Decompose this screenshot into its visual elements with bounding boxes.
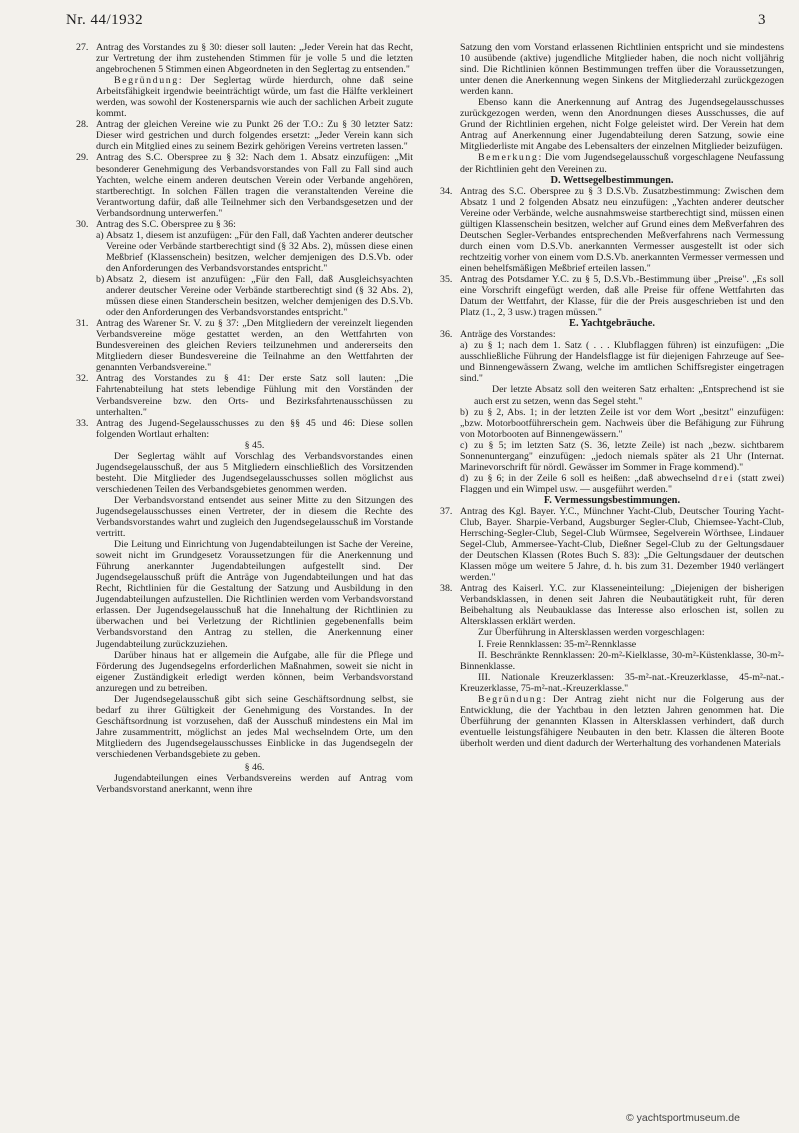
sub-label: d) (460, 472, 469, 484)
item-30a (76, 230, 413, 274)
item-number: 32. (76, 373, 89, 385)
section-45-para-1: Der Seglertag wählt auf Vorschlag des Verbandsvorstandes einen Jugendsegelausschuß, der aus 5 Mitgliedern einschließlich des Vorsitzenden besteht. Die Mitglieder des Jugendsegelausschusses sollen möglichst aus verschiedenen Teilen des Verbandsgebietes genommen werden. (96, 450, 413, 495)
item-number: 29. (76, 152, 89, 164)
item-number: 27. (76, 42, 89, 53)
sub-label: c) (460, 439, 468, 451)
section-46-para-1: Jugendabteilungen eines Verbandsvereins werden auf Antrag vom Verbandsvorstand anerkannt, wenn ihre (96, 773, 413, 796)
section-46-title: § 46. (244, 762, 265, 774)
item-28 (76, 119, 413, 152)
right-column (440, 42, 784, 749)
item-36d (440, 473, 784, 495)
section-46-para-3: Ebenso kann die Anerkennung auf Antrag des Jugendsegelausschusses zurückgezogen werden, wenn den Anordnungen dieses Ausschusses, die auf Grund der Richtlinien ergehen, nicht Folge geleistet wird. Der Verein hat dem Antrag auf Anerkennung einer Jugendabteilung deren Satzung, sowie eine Mitgliederliste mit Angabe des Lebensalters der einzelnen Mitglieder beizufügen. (460, 97, 784, 153)
remark-text: : Die vom Jugendsegelausschuß vorgeschlagene Neufassung der Richtlinien geht den Vereinen zu. (460, 152, 784, 175)
issue-number: Nr. 44/1932 (66, 12, 144, 28)
item-34 (440, 186, 784, 274)
item-text: Antrag des S.C. Oberspree zu § 32: Nach dem 1. Absatz einzufügen: „Mit besonderer Genehmigung des Verbandsvorstandes von Fall zu Fall sind auch Yachten, welche einem anderen deutschen Verein oder Verbande angehören, startberechtigt. In solchen Fällen tragen die veranstaltenden Vereine die Verantwortung dafür, daß alle Teilnehmer sich den Verbandsgesetzen und der Verbandsordnung unterwerfen." (96, 152, 413, 219)
remark (440, 152, 784, 174)
reason-text: : Der Seglertag würde hierdurch, ohne daß seine Arbeitsfähigkeit irgendwie beeinträchtigt würde, um fast die Hälfte verkleinert werden, was sowohl der Kostenersparnis wie auch der sachlichen Arbeit zugute kommt. (96, 75, 413, 120)
sub-text: zu § 6; in der Zeile 6 soll es heißen: „daß abwechselnd (474, 472, 713, 484)
section-45-para-5: Der Jugendsegelausschuß gibt sich seine Geschäftsordnung selbst, sie bedarf zu ihrer Gültigkeit der Genehmigung des Vorstandes. In der Geschäftsordnung ist vorzusehen, daß der Ausschuß mindestens ein Mal im Jahre zusammentritt, möglichst an jedes Mal wechselndem Orte, um den Mitgliedern des Jugendsegelausschusses Einblicke in das Jugendsegeln der verschiedenen Verbandsgebiete zu geben. (96, 693, 413, 760)
section-46-para-2: Satzung den vom Vorstand erlassenen Richtlinien entspricht und sie mindestens 10 ausübende (aktive) jugendliche Mitglieder haben, die noch nicht volljährig sind. Die Richtlinien können Bestimmungen treffen über die Voraussetzungen, unter denen die Anerkennung wegen Sinkens der Mitgliederzahl zurückgezogen werden kann. (460, 42, 784, 98)
sub-text: Absatz 2, diesem ist anzufügen: „Für den Fall, daß Ausgleichsyachten anderer deutscher Vereine oder Verbände startberechtigt sind (§ 32 Abs. 2), müssen diese einen Standerschein besitzen, welcher demjenigen des D.S.Vb. oder den Anforderungen des Verbandsvorstandes entspricht." (106, 273, 413, 319)
item-text: Antrag des Vorstandes zu § 30: dieser soll lauten: „Jeder Verein hat das Recht, zur Vertretung der ihm zustehenden Stimmen für je volle 5 und die letzten angebrochenen 5 Stimmen einen Abgeordneten in den Seglertag zu entsenden." (96, 42, 413, 76)
item-text: Anträge des Vorstandes: (460, 329, 556, 341)
item-36b (440, 407, 784, 440)
item-number: 35. (440, 273, 453, 285)
sub-block (460, 473, 784, 495)
item-text: Antrag des Warener Sr. V. zu § 37: „Den Mitgliedern der vereinzelt liegenden Verbandsvereine möge gestattet werden, an den Wettfahrten von Bundesvereinen des gleichen Reviers teilzunehmen und andererseits den Mitgliedern dieser Bundesvereine die Teilnahme an den Wettfahrten der genannten Verbandsvereine." (96, 318, 413, 374)
sub-text: Absatz 1, diesem ist anzufügen: „Für den Fall, daß Yachten anderer deutscher Vereine oder Verbände startberechtigt sind (§ 32 Abs. 2), müssen diese einen Meßbrief (Klassenschein) besitzen, welcher demjenigen des D.S.Vb. oder den Anforderungen des Verbandsvorstandes entspricht." (106, 229, 413, 274)
heading-yachtgebraeuche: E. Yachtgebräuche. (569, 318, 655, 330)
sub-block (460, 340, 784, 384)
item-38-class-2: II. Beschränkte Rennklassen: 20-m²-Kielklasse, 30-m²-Küstenklasse, 30-m²-Binnenklasse. (460, 649, 784, 672)
item-33 (76, 418, 413, 440)
item-number: 34. (440, 185, 453, 197)
item-32 (76, 373, 413, 417)
left-column (76, 42, 413, 795)
item-text: Antrag des Vorstandes zu § 41: Der erste Satz soll lauten: „Die Fahrtenabteilung hat stets lebendige Fühlung mit den Vorständen der Verbandsvereine bzw. den Orts- und Bezirksfahrtenausschüssen zu unterhalten." (96, 373, 413, 418)
sub-label: a) (96, 229, 104, 241)
reason-text: : Der Antrag zieht nicht nur die Folgerung aus der Entwicklung, die der Yachtbau in den letzten Jahren genommen hat. Die Überführung der genannten Klassen in Altersklassen verhindert, daß durch eventuelle leistungsfähigere Neubauten in den betr. Klassen die älteren Boote überholt werden und dient dadurch der Werterhaltung des vorhandenen Materials (460, 693, 784, 749)
item-number: 31. (76, 318, 89, 330)
item-number: 30. (76, 218, 89, 230)
sub-label: b) (460, 406, 469, 418)
item-35 (440, 274, 784, 318)
item-text: Antrag des Jugend-Segelausschusses zu den §§ 45 und 46: Diese sollen folgenden Wortlaut erhalten: (96, 417, 413, 440)
page-number: 3 (758, 12, 766, 28)
item-number: 37. (440, 505, 453, 517)
item-text: Antrag des S.C. Oberspree zu § 36: (96, 218, 236, 230)
sub-text: zu § 5; im letzten Satz (S. 36, letzte Zeile) ist nach „bezw. sichtbarem Sonnenuntergang" einzufügen: „jedoch niemals später als 21 Uhr (Internat. Marinevorschrift für nördl. Gewässer im Sommer in Frage kommend)." (460, 439, 784, 473)
item-36c (440, 440, 784, 473)
reason-label: Begründung (114, 75, 179, 87)
item-38-proposal: Zur Überführung in Altersklassen werden vorgeschlagen: (478, 627, 705, 639)
watermark: © yachtsportmuseum.de (626, 1112, 740, 1124)
item-text: Antrag des Kgl. Bayer. Y.C., Münchner Yacht-Club, Deutscher Touring Yacht-Club, Bayer. Sharpie-Verband, Augsburger Segler-Club, Chiemsee-Yacht-Club, Herrsching-Segler-Club, Segel-Club Würmsee, Segelverein Wörthsee, Lindauer Segel-Club, Ammersee-Yacht-Club, Dießner Segel-Club zu der Geltungsdauer der Deutschen Klassen (Rotes Buch S. 83): „Die Geltungsdauer der deutschen Klassen möge um weitere 5 Jahre, d. h. bis zum 31. Dezember 1940 verlängert werden." (460, 505, 784, 584)
item-30b (76, 274, 413, 318)
sub-block (460, 440, 784, 473)
item-38 (440, 583, 784, 627)
section-45-title: § 45. (244, 439, 265, 451)
item-31 (76, 318, 413, 373)
sub-text-spaced: drei (712, 472, 735, 484)
item-number: 38. (440, 583, 453, 595)
item-27 (76, 42, 413, 75)
item-38-class-1: I. Freie Rennklassen: 35-m²-Rennklasse (478, 638, 637, 650)
item-38-class-3: III. Nationale Kreuzerklassen: 35-m²-nat.-Kreuzerklasse, 45-m²-nat.-Kreuzerklasse, 75-m²-nat.-Kreuzerklasse." (460, 671, 784, 694)
sub-block (460, 407, 784, 440)
sub-text: (statt zwei) Flaggen und ein Wimpel usw. — ausgeführt werden." (460, 472, 784, 495)
item-37 (440, 506, 784, 583)
sub-label: b) (96, 273, 105, 285)
sub-text: zu § 1; nach dem 1. Satz ( . . . Klubflaggen führen) ist einzufügen: „Die ausschließliche Führung der Handelsflagge ist für diejenigen Fahrzeuge auf See- und Binnengewässern Zwang, welche im amtlichen Schiffsregister eingetragen sind." (460, 340, 784, 385)
item-text: Antrag der gleichen Vereine wie zu Punkt 26 der T.O.: Zu § 30 letzter Satz: Dieser wird gestrichen und durch folgendes ersetzt: „Jeder Verein kann sich durch ein Mitglied eines zu seinem Bezirk gehörigen Vereins vertreten lassen." (96, 119, 413, 153)
reason-27 (76, 75, 413, 119)
section-45-para-3: Die Leitung und Einrichtung von Jugendabteilungen ist Sache der Vereine, soweit nicht im Grundgesetz Voraussetzungen für die Anerkennung und Führung anerkannter Jugendabteilungen aufgestellt sind. Der Jugendsegelausschuß prüft die Anträge von Jugendabteilungen und hat das Recht, Richtlinien für die Gestaltung der Satzung und Ausbildung in den Jugendabteilungen aufzustellen. Die Richtlinien werden vom Verbandsvorstand erlassen. Der Jugendsegelausschuß hat die Innehaltung der Richtlinien zu überwachen und bei Verletzung der Richtlinien gegebenenfalls beim Verbandsvorstand den Antrag zu stellen, die Anerkennung einer Jugendabteilung zurückzuziehen. (96, 539, 413, 650)
item-29 (76, 152, 413, 218)
item-36a (440, 340, 784, 384)
reason-label: Begründung (478, 693, 543, 705)
section-45-para-4: Darüber hinaus hat er allgemein die Aufgabe, alle für die Pflege und Förderung des Jugendsegelns erforderlichen Maßnahmen, soweit sie nicht in eigener Zuständigkeit erledigt werden können, beim Verbandsvorstand anzuregen und zu betreiben. (96, 649, 413, 694)
item-text: Antrag des S.C. Oberspree zu § 3 D.S.Vb. Zusatzbestimmung: Zwischen dem Absatz 1 und 2 folgenden Absatz neu einzufügen: „Yachten anderer deutscher Vereine oder Verbände, welche ausnahmsweise startberechtigt sind, müssen einen gültigen Klassenschein besitzen, welcher auf Grund eines dem Meßverfahren des Deutschen Segler-Verbandes entsprechenden Meßverfahrens nach Vermessung durch einen vom D.S.Vb. anerkannten Vermesser ausgestellt ist oder sich rechtzeitig vorher von einem vom D.S.Vb. anerkannten Vermesser vermessen und einen behelfsmäßigen Meßbrief erteilen lassen." (460, 185, 784, 274)
item-36a-second: Der letzte Absatz soll den weiteren Satz erhalten: „Entsprechend ist sie auch erst zu setzen, wenn das Segel steht." (474, 384, 784, 407)
heading-vermessungsbestimmungen: F. Vermessungsbestimmungen. (543, 494, 681, 506)
reason-38 (440, 694, 784, 749)
item-36 (440, 329, 784, 340)
sub-label: a) (460, 340, 468, 352)
item-number: 28. (76, 119, 89, 131)
section-45-para-2: Der Verbandsvorstand entsendet aus seiner Mitte zu den Sitzungen des Jugendsegelausschusses einen Vertreter, der in diesem die Rechte des Verbandsvorstandes wahrt und zugleich den Jugendsegelausschuß im Vorstande vertritt. (96, 494, 413, 540)
sub-text: zu § 2, Abs. 1; in der letzten Zeile ist vor dem Wort „besitzt" einzufügen: „bzw. Motorbootführerschein gem. Nachweis über die Befähigung zur Führung von Motorbooten auf Binnengewässern." (460, 406, 784, 440)
remark-label: Bemerkung (478, 152, 539, 164)
item-number: 33. (76, 417, 89, 429)
item-text: Antrag des Kaiserl. Y.C. zur Klasseneinteilung: „Diejenigen der bisherigen Verbandsklassen, in denen seit Jahren die Neubautätigkeit ruht, für deren Beibehaltung als Neubauklasse das Interesse also erloschen ist, sollen zu Altersklassen erklärt werden. (460, 583, 784, 628)
heading-wettsegelbestimmungen: D. Wettsegelbestimmungen. (550, 174, 674, 186)
item-text: Antrag des Potsdamer Y.C. zu § 5, D.S.Vb.-Bestimmung über „Preise". „Es soll eine Vorschrift eingefügt werden, daß alle Preise für offene Wettfahrten das Datum der Wettfahrt, der Klasse, für die der Preis ausgeschrieben ist und den Platz (1., 2, 3 usw.) tragen müssen." (460, 273, 784, 319)
item-number: 36. (440, 329, 453, 341)
item-30 (76, 219, 413, 230)
